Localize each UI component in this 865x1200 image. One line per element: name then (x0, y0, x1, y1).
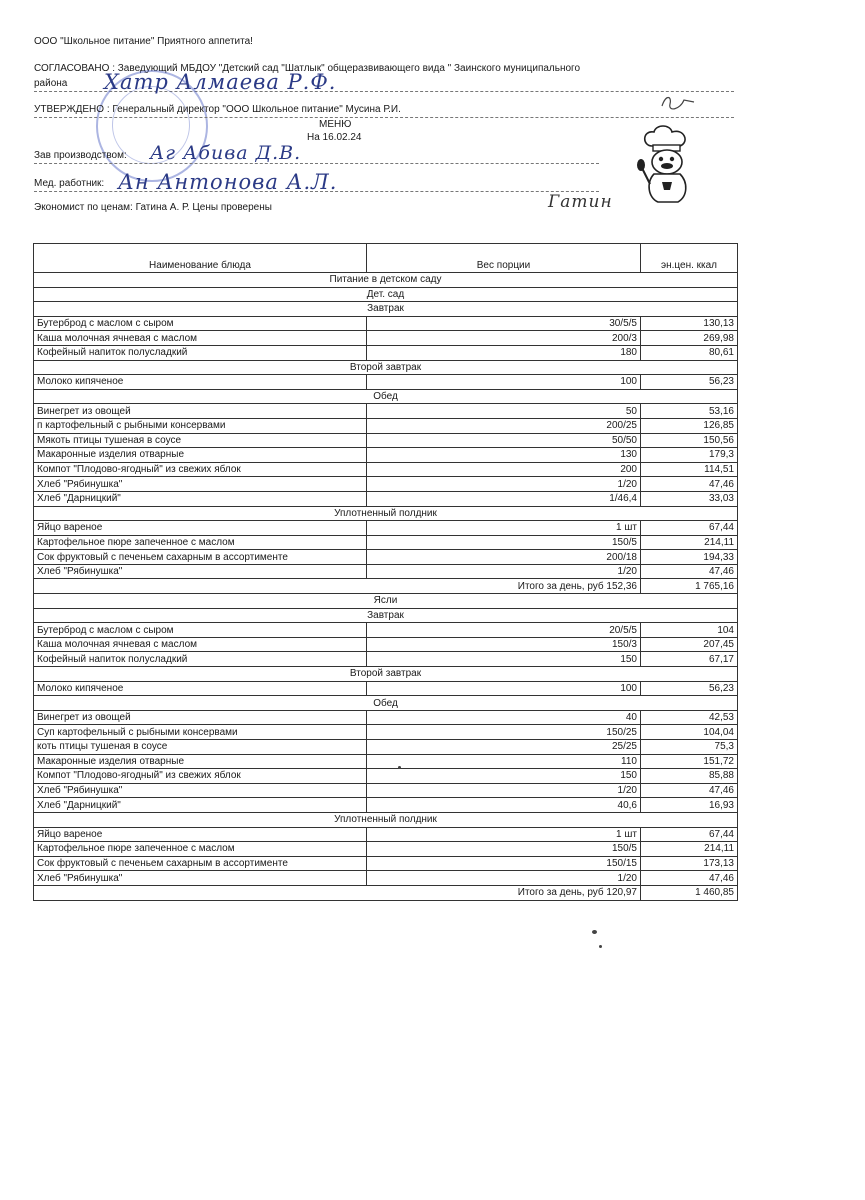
kcal-cell: 214,11 (641, 535, 738, 550)
weight-cell: 200/25 (367, 418, 641, 433)
kcal-cell: 151,72 (641, 754, 738, 769)
table-row (34, 754, 738, 769)
kcal-cell: 173,13 (641, 856, 738, 871)
kcal-cell: 16,93 (641, 798, 738, 813)
weight-cell: 1 шт (367, 521, 641, 536)
agreed-line-cont: района (34, 78, 68, 89)
kcal-cell: 114,51 (641, 462, 738, 477)
weight-cell: 110 (367, 754, 641, 769)
weight-cell: 50/50 (367, 433, 641, 448)
dish-name-cell: Яйцо вареное (34, 827, 367, 842)
kcal-cell: 53,16 (641, 404, 738, 419)
kcal-cell: 150,56 (641, 433, 738, 448)
total-row (34, 579, 738, 594)
chef-mascot-icon (636, 124, 698, 206)
dish-name-cell: Макаронные изделия отварные (34, 754, 367, 769)
menu-table (33, 243, 738, 901)
table-row (34, 345, 738, 360)
kcal-cell: 214,11 (641, 842, 738, 857)
kcal-cell: 75,3 (641, 740, 738, 755)
weight-cell: 50 (367, 404, 641, 419)
section-label: Ясли (34, 594, 738, 609)
kcal-cell: 47,46 (641, 564, 738, 579)
column-header-kcal: эн.цен. ккал (641, 244, 738, 273)
economist-line: Экономист по ценам: Гатина А. Р. Цены проверены (34, 202, 272, 213)
table-row (34, 404, 738, 419)
weight-cell: 180 (367, 345, 641, 360)
weight-cell: 20/5/5 (367, 623, 641, 638)
table-row (34, 871, 738, 886)
dish-name-cell: Бутерброд с маслом с сыром (34, 623, 367, 638)
dish-name-cell: Картофельное пюре запеченное с маслом (34, 535, 367, 550)
weight-cell: 150/15 (367, 856, 641, 871)
section-row (34, 696, 738, 711)
production-signature: Аг Абива Д.В. (150, 142, 302, 164)
table-row (34, 418, 738, 433)
dish-name-cell: Макаронные изделия отварные (34, 448, 367, 463)
weight-cell: 25/25 (367, 740, 641, 755)
kcal-cell: 67,44 (641, 521, 738, 536)
scribble-mark-icon (660, 92, 696, 114)
table-row (34, 798, 738, 813)
section-row (34, 594, 738, 609)
dish-name-cell: Винегрет из овощей (34, 404, 367, 419)
weight-cell: 150/3 (367, 637, 641, 652)
column-header-weight: Вес порции (367, 244, 641, 273)
dish-name-cell: Кофейный напиток полусладкий (34, 345, 367, 360)
section-row (34, 506, 738, 521)
table-row (34, 637, 738, 652)
dish-name-cell: Молоко кипяченое (34, 375, 367, 390)
dish-name-cell: Хлеб "Рябинушка" (34, 871, 367, 886)
section-label: Второй завтрак (34, 667, 738, 682)
kcal-cell: 42,53 (641, 710, 738, 725)
weight-cell: 1 шт (367, 827, 641, 842)
kcal-cell: 126,85 (641, 418, 738, 433)
kcal-cell: 104 (641, 623, 738, 638)
section-label: Дет. сад (34, 287, 738, 302)
dish-name-cell: Хлеб "Рябинушка" (34, 783, 367, 798)
medic-label: Мед. работник: (34, 178, 105, 189)
agreed-line: СОГЛАСОВАНО : Заведующий МБДОУ "Детский сад "Шатлык" общеразвивающего вида " Заинского муниципального (34, 63, 581, 74)
menu-table-body (34, 244, 738, 901)
dish-name-cell: Мякоть птицы тушеная в соусе (34, 433, 367, 448)
weight-cell: 200 (367, 462, 641, 477)
weight-cell: 30/5/5 (367, 316, 641, 331)
section-row (34, 302, 738, 317)
section-label: Завтрак (34, 302, 738, 317)
weight-cell: 150 (367, 769, 641, 784)
dish-name-cell: Хлеб "Дарницкий" (34, 491, 367, 506)
economist-signature: Гатин (548, 192, 613, 212)
weight-cell: 1/46,4 (367, 491, 641, 506)
approved-dotted-line (34, 117, 734, 118)
dish-name-cell: Суп картофельный с рыбными консервами (34, 725, 367, 740)
section-label: Уплотненный полдник (34, 812, 738, 827)
column-header-dish: Наименование блюда (34, 244, 367, 273)
section-row (34, 667, 738, 682)
weight-cell: 150/5 (367, 535, 641, 550)
section-label: Обед (34, 389, 738, 404)
section-row (34, 360, 738, 375)
table-row (34, 725, 738, 740)
approved-line: УТВЕРЖДЕНО : Генеральный директор "ООО Школьное питание" Мусина Р.И. (34, 104, 401, 115)
paper-speck (592, 930, 597, 934)
section-row (34, 389, 738, 404)
weight-cell: 150/25 (367, 725, 641, 740)
kcal-cell: 33,03 (641, 491, 738, 506)
kcal-cell: 47,46 (641, 477, 738, 492)
table-row (34, 652, 738, 667)
company-line: ООО "Школьное питание" Приятного аппетита! (34, 36, 253, 47)
section-row (34, 812, 738, 827)
kcal-cell: 269,98 (641, 331, 738, 346)
table-row (34, 550, 738, 565)
medic-signature: Ан Антонова А.Л. (118, 170, 338, 194)
table-row (34, 521, 738, 536)
table-row (34, 316, 738, 331)
dish-name-cell: Компот "Плодово-ягодный" из свежих яблок (34, 462, 367, 477)
kcal-cell: 47,46 (641, 783, 738, 798)
table-row (34, 564, 738, 579)
dish-name-cell: Хлеб "Рябинушка" (34, 564, 367, 579)
table-row (34, 331, 738, 346)
table-row (34, 842, 738, 857)
weight-cell: 200/3 (367, 331, 641, 346)
dish-name-cell: Каша молочная ячневая с маслом (34, 637, 367, 652)
table-row (34, 783, 738, 798)
kcal-cell: 56,23 (641, 681, 738, 696)
kcal-cell: 207,45 (641, 637, 738, 652)
weight-cell: 150 (367, 652, 641, 667)
weight-cell: 150/5 (367, 842, 641, 857)
paper-speck (599, 945, 602, 948)
table-row (34, 462, 738, 477)
weight-cell: 40 (367, 710, 641, 725)
table-row (34, 740, 738, 755)
section-label: Второй завтрак (34, 360, 738, 375)
table-row (34, 375, 738, 390)
total-label: Итого за день, руб 120,97 (34, 885, 641, 900)
director-signature: Хатр Алмаева Р.Ф. (104, 70, 337, 94)
dish-name-cell: коть птицы тушеная в соусе (34, 740, 367, 755)
section-label: Завтрак (34, 608, 738, 623)
table-row (34, 491, 738, 506)
table-row (34, 710, 738, 725)
weight-cell: 100 (367, 375, 641, 390)
section-row (34, 608, 738, 623)
dish-name-cell: Бутерброд с маслом с сыром (34, 316, 367, 331)
dish-name-cell: Хлеб "Дарницкий" (34, 798, 367, 813)
table-row (34, 535, 738, 550)
total-row (34, 885, 738, 900)
section-row (34, 273, 738, 288)
kcal-cell: 56,23 (641, 375, 738, 390)
dish-name-cell: Компот "Плодово-ягодный" из свежих яблок (34, 769, 367, 784)
table-row (34, 856, 738, 871)
weight-cell: 1/20 (367, 783, 641, 798)
dish-name-cell: п картофельный с рыбными консервами (34, 418, 367, 433)
section-label: Обед (34, 696, 738, 711)
table-row (34, 448, 738, 463)
section-row (34, 287, 738, 302)
menu-date: На 16.02.24 (307, 132, 362, 143)
kcal-cell: 130,13 (641, 316, 738, 331)
paper-speck (398, 766, 401, 769)
weight-cell: 1/20 (367, 564, 641, 579)
weight-cell: 100 (367, 681, 641, 696)
table-row (34, 769, 738, 784)
total-value: 1 460,85 (641, 885, 738, 900)
kcal-cell: 47,46 (641, 871, 738, 886)
total-label: Итого за день, руб 152,36 (34, 579, 641, 594)
section-label: Питание в детском саду (34, 273, 738, 288)
kcal-cell: 80,61 (641, 345, 738, 360)
menu-title: МЕНЮ (319, 119, 352, 130)
table-row (34, 433, 738, 448)
dish-name-cell: Сок фруктовый с печеньем сахарным в ассортименте (34, 550, 367, 565)
dish-name-cell: Винегрет из овощей (34, 710, 367, 725)
table-row (34, 827, 738, 842)
table-row (34, 477, 738, 492)
kcal-cell: 67,17 (641, 652, 738, 667)
production-dotted-line (34, 163, 599, 164)
weight-cell: 1/20 (367, 871, 641, 886)
weight-cell: 130 (367, 448, 641, 463)
dish-name-cell: Картофельное пюре запеченное с маслом (34, 842, 367, 857)
table-row (34, 681, 738, 696)
table-header-row (34, 244, 738, 273)
production-head-label: Зав производством: (34, 150, 127, 161)
weight-cell: 40,6 (367, 798, 641, 813)
kcal-cell: 67,44 (641, 827, 738, 842)
kcal-cell: 85,88 (641, 769, 738, 784)
kcal-cell: 179,3 (641, 448, 738, 463)
kcal-cell: 104,04 (641, 725, 738, 740)
weight-cell: 1/20 (367, 477, 641, 492)
weight-cell: 200/18 (367, 550, 641, 565)
dish-name-cell: Яйцо вареное (34, 521, 367, 536)
kcal-cell: 194,33 (641, 550, 738, 565)
dish-name-cell: Сок фруктовый с печеньем сахарным в ассортименте (34, 856, 367, 871)
dish-name-cell: Каша молочная ячневая с маслом (34, 331, 367, 346)
total-value: 1 765,16 (641, 579, 738, 594)
section-label: Уплотненный полдник (34, 506, 738, 521)
dish-name-cell: Хлеб "Рябинушка" (34, 477, 367, 492)
dish-name-cell: Кофейный напиток полусладкий (34, 652, 367, 667)
dish-name-cell: Молоко кипяченое (34, 681, 367, 696)
table-row (34, 623, 738, 638)
